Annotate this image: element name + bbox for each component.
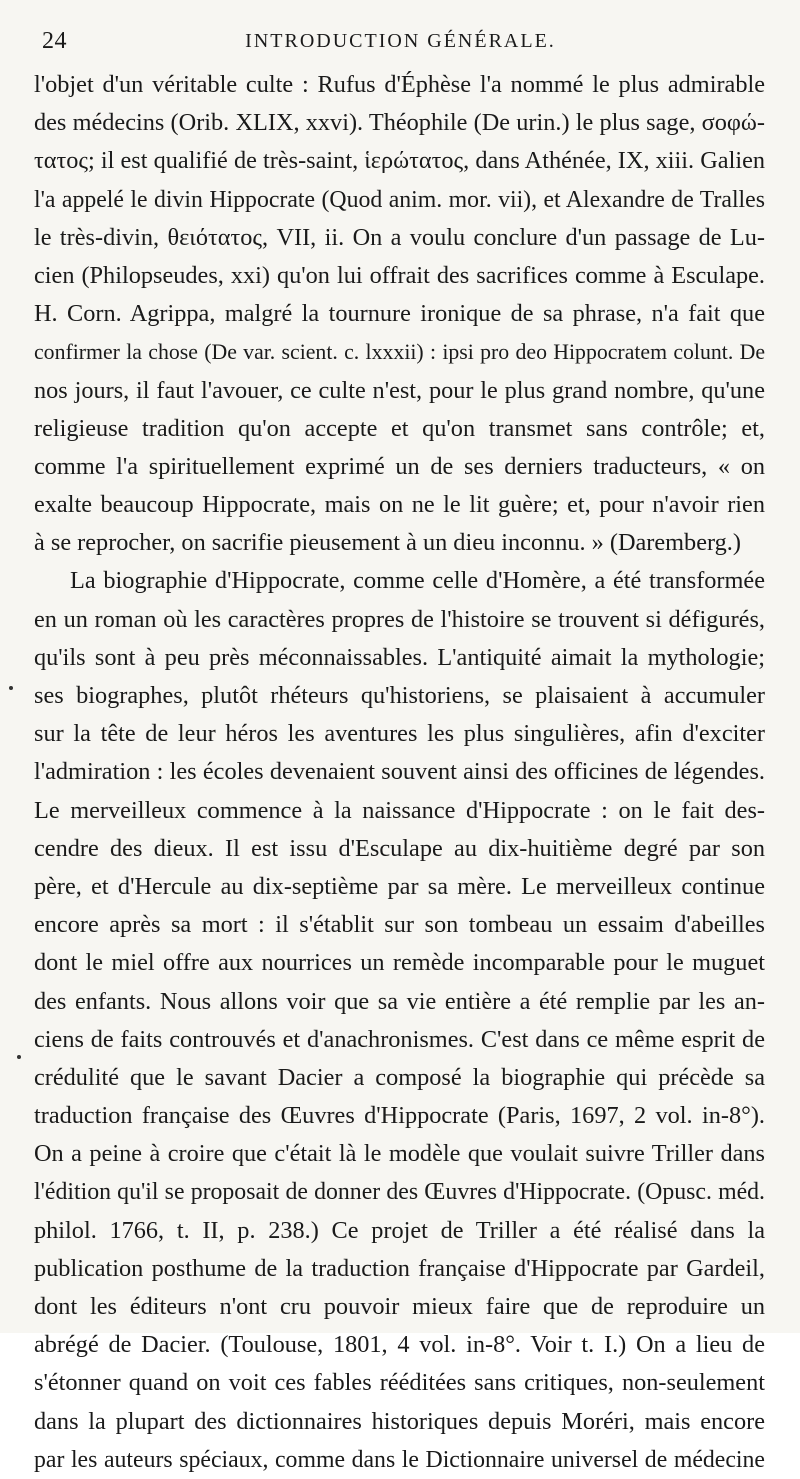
text-line: crédulité que le savant Dacier a composé la biographie qui précède sa xyxy=(34,1063,765,1091)
text-line: des médecins (Orib. XLIX, xxvi). Théophile (De urin.) le plus sage, σοφώ- xyxy=(34,109,765,137)
text-line: par les auteurs spéciaux, comme dans le Dictionnaire universel de médecine xyxy=(34,1446,765,1473)
text-line: nos jours, il faut l'avouer, ce culte n'est, pour le plus grand nombre, qu'une xyxy=(34,376,765,404)
text-line: en un roman où les caractères propres de l'histoire se trouvent si défigurés, xyxy=(34,605,765,633)
text-line: Le merveilleux commence à la naissance d'Hippocrate : on le fait des- xyxy=(34,796,765,824)
text-line: exalte beaucoup Hippocrate, mais on ne le lit guère; et, pour n'avoir rien xyxy=(34,491,765,519)
text-line: religieuse tradition qu'on accepte et qu'on transmet sans contrôle; et, xyxy=(34,414,765,442)
page-number: 24 xyxy=(42,28,67,54)
text-line: publication posthume de la traduction française d'Hippocrate par Gardeil, xyxy=(34,1254,765,1282)
text-line: des enfants. Nous allons voir que sa vie entière a été remplie par les an- xyxy=(34,987,765,1015)
text-line: τατος; il est qualifié de très-saint, ἱερώτατος, dans Athénée, IX, xiii. Galien xyxy=(34,147,765,175)
text-line: qu'ils sont à peu près méconnaissables. L'antiquité aimait la mythologie; xyxy=(34,643,765,671)
text-line: comme l'a spirituellement exprimé un de ses derniers traducteurs, « on xyxy=(34,452,765,480)
text-line: dont les éditeurs n'ont cru pouvoir mieux faire que de reproduire un xyxy=(34,1293,765,1320)
text-line: traduction française des Œuvres d'Hippocrate (Paris, 1697, 2 vol. in-8°). xyxy=(34,1102,765,1130)
text-line: père, et d'Hercule au dix-septième par sa mère. Le merveilleux continue xyxy=(34,872,765,900)
text-line: l'admiration : les écoles devenaient souvent ainsi des officines de légendes. xyxy=(34,758,765,786)
text-line: cendre des dieux. Il est issu d'Esculape au dix-huitième degré par son xyxy=(34,834,765,862)
page-header xyxy=(38,28,763,58)
text-line: l'édition qu'il se proposait de donner des Œuvres d'Hippocrate. (Opusc. méd. xyxy=(34,1179,765,1206)
margin-dot xyxy=(9,686,13,690)
text-line: encore après sa mort : il s'établit sur son tombeau un essaim d'abeilles xyxy=(34,911,765,939)
text-line: H. Corn. Agrippa, malgré la tournure ironique de sa phrase, n'a fait que xyxy=(34,300,765,328)
text-line: philol. 1766, t. II, p. 238.) Ce projet de Triller a été réalisé dans la xyxy=(34,1216,765,1244)
text-line: abrégé de Dacier. (Toulouse, 1801, 4 vol. in-8°. Voir t. I.) On a lieu de xyxy=(34,1331,765,1359)
text-line: On a peine à croire que c'était là le modèle que voulait suivre Triller dans xyxy=(34,1140,765,1168)
text-line: cien (Philopseudes, xxi) qu'on lui offrait des sacrifices comme à Esculape. xyxy=(34,261,765,289)
text-line: dans la plupart des dictionnaires historiques depuis Moréri, mais encore xyxy=(34,1407,765,1435)
text-line: ses biographes, plutôt rhéteurs qu'historiens, se plaisaient à accumuler xyxy=(34,682,765,709)
text-line: l'a appelé le divin Hippocrate (Quod anim. mor. vii), et Alexandre de Tralles xyxy=(34,186,765,213)
body-text xyxy=(34,66,765,1479)
text-line: sur la tête de leur héros les aventures les plus singulières, afin d'exciter xyxy=(34,720,765,748)
margin-dot xyxy=(17,1055,21,1059)
text-line: s'étonner quand on voit ces fables rééditées sans critiques, non-seulement xyxy=(34,1369,765,1397)
text-line: La biographie d'Hippocrate, comme celle d'Homère, a été transformée xyxy=(70,567,765,595)
text-line: ciens de faits controuvés et d'anachronismes. C'est dans ce même esprit de xyxy=(34,1025,765,1053)
text-line: à se reprocher, on sacrifie pieusement à un dieu inconnu. » (Daremberg.) xyxy=(34,529,741,557)
text-line: confirmer la chose (De var. scient. c. lxxxii) : ipsi pro deo Hippocratem colunt. De xyxy=(34,340,765,365)
text-line: le très-divin, θειότατος, VII, ii. On a voulu conclure d'un passage de Lu- xyxy=(34,223,765,251)
text-line: l'objet d'un véritable culte : Rufus d'Éphèse l'a nommé le plus admirable xyxy=(34,71,765,98)
text-line: dont le miel offre aux nourrices un remède incomparable pour le muguet xyxy=(34,949,765,977)
running-title: INTRODUCTION GÉNÉRALE. xyxy=(245,30,556,52)
